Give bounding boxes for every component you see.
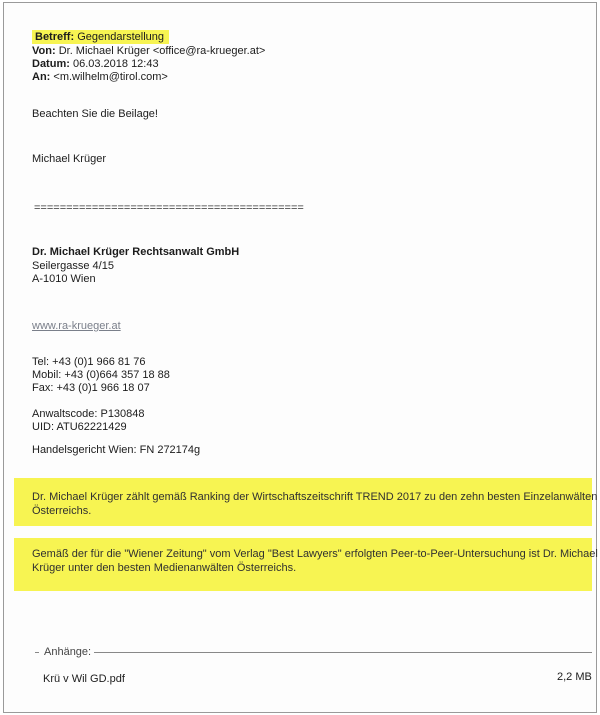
sender-name: Michael Krüger bbox=[32, 153, 106, 165]
city-address: A-1010 Wien bbox=[32, 273, 96, 285]
subject-label: Betreff: bbox=[35, 31, 75, 43]
to-row bbox=[32, 71, 168, 84]
date-value: 06.03.2018 12:43 bbox=[72, 58, 159, 70]
signature-separator: ========================================== bbox=[34, 202, 304, 214]
trend-notice-line-2: Österreichs. bbox=[32, 505, 92, 517]
from-label: Von: bbox=[32, 45, 56, 57]
attachment-file-size: 2,2 MB bbox=[557, 671, 592, 683]
subject-value: Gegendarstellung bbox=[77, 31, 165, 43]
date-label: Datum: bbox=[32, 58, 70, 70]
best-lawyers-notice bbox=[14, 538, 598, 591]
from-row bbox=[32, 45, 265, 58]
subject-row bbox=[32, 31, 169, 44]
email-printout bbox=[3, 2, 597, 713]
commercial-register: Handelsgericht Wien: FN 272174g bbox=[32, 444, 201, 456]
attachment-file-name[interactable]: Krü v Wil GD.pdf bbox=[43, 673, 125, 685]
to-label: An: bbox=[32, 71, 51, 83]
uid-number: UID: ATU62221429 bbox=[32, 421, 127, 433]
attachments-label: Anhänge: bbox=[41, 646, 94, 658]
attachments-divider-left bbox=[35, 652, 39, 653]
lawyers-notice-line-1: Gemäß der für die "Wiener Zeitung" vom Verlag "Best Lawyers" erfolgten Peer-to-Peer-Untersuchung ist Dr. Michael bbox=[32, 548, 598, 560]
subject-highlight bbox=[32, 30, 169, 44]
trend-ranking-notice bbox=[14, 478, 598, 526]
date-row bbox=[32, 58, 159, 71]
to-value: <m.wilhelm@tirol.com> bbox=[53, 71, 168, 83]
greeting-text: Beachten Sie die Beilage! bbox=[32, 108, 158, 120]
mobile-number: Mobil: +43 (0)664 357 18 88 bbox=[32, 369, 170, 381]
street-address: Seilergasse 4/15 bbox=[32, 260, 114, 272]
trend-notice-line-1: Dr. Michael Krüger zählt gemäß Ranking der Wirtschaftszeitschrift TREND 2017 zu den zehn besten Einzelanwälten bbox=[32, 491, 598, 503]
attachments-divider bbox=[44, 652, 592, 653]
lawyers-notice-line-2: Krüger unter den besten Medienanwälten Österreichs. bbox=[32, 562, 297, 574]
anwaltscode: Anwaltscode: P130848 bbox=[32, 408, 145, 420]
from-value: Dr. Michael Krüger <office@ra-krueger.at> bbox=[58, 45, 266, 57]
phone-number: Tel: +43 (0)1 966 81 76 bbox=[32, 356, 146, 368]
fax-number: Fax: +43 (0)1 966 18 07 bbox=[32, 382, 150, 394]
firm-name: Dr. Michael Krüger Rechtsanwalt GmbH bbox=[32, 246, 240, 258]
website-link[interactable]: www.ra-krueger.at bbox=[32, 320, 121, 332]
